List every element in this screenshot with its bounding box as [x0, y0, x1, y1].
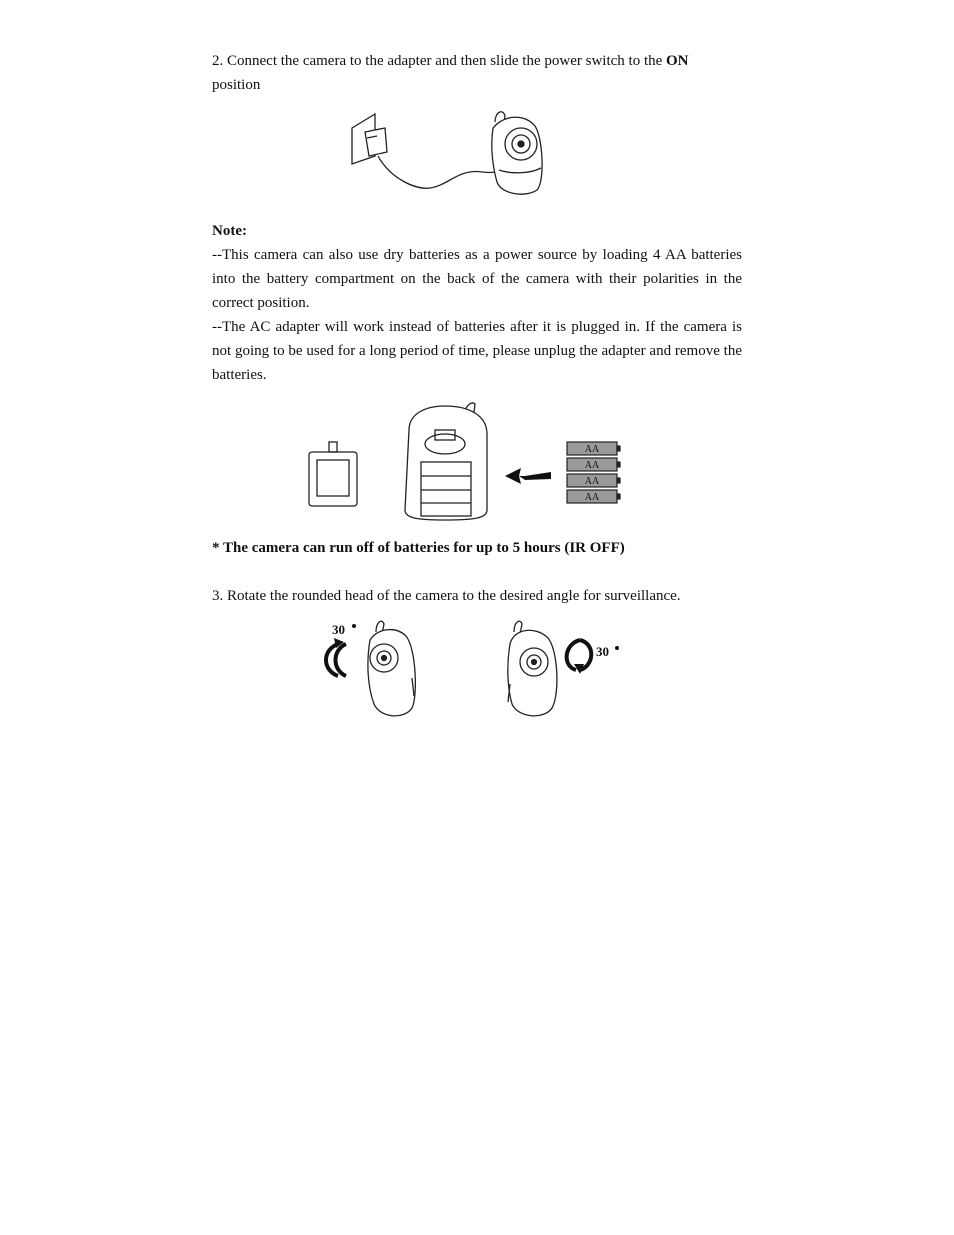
note-paragraph-2: --The AC adapter will work instead of batteries after it is plugged in. If the camera is not going to be used for a long period of time, please unplug the adapter and remove the batteries. — [212, 319, 742, 383]
note-heading: Note: — [212, 223, 247, 239]
step3-paragraph: 3. Rotate the rounded head of the camera to the desired angle for surveillance. — [212, 588, 681, 604]
step2-text: 2. Connect the camera to the adapter and then slide the power switch to the — [212, 53, 667, 69]
battery-label-1: AA — [584, 444, 600, 455]
battery-compartment-illustration — [305, 400, 625, 524]
note-paragraph-1: --This camera can also use dry batteries as a power source by loading 4 AA batteries into the battery compartment on the back of the camera with their polarities in the correct position. — [212, 247, 742, 311]
angle-label-right: 30 — [596, 644, 609, 659]
step2-tail: position — [212, 77, 261, 93]
battery-label-4: AA — [584, 492, 600, 503]
battery-label-2: AA — [584, 460, 600, 471]
adapter-camera-illustration — [345, 108, 555, 200]
angle-label-left: 30 — [332, 622, 345, 637]
step2-on-label: ON — [666, 53, 689, 69]
step2-paragraph — [212, 49, 742, 97]
note-block — [212, 219, 742, 387]
battery-runtime-note: * The camera can run off of batteries for up to 5 hours (IR OFF) — [212, 540, 625, 556]
insert-arrow-icon — [519, 472, 551, 480]
rotate-left-icon — [326, 644, 346, 676]
camera-rotation-illustration — [318, 618, 628, 722]
battery-label-3: AA — [584, 476, 600, 487]
